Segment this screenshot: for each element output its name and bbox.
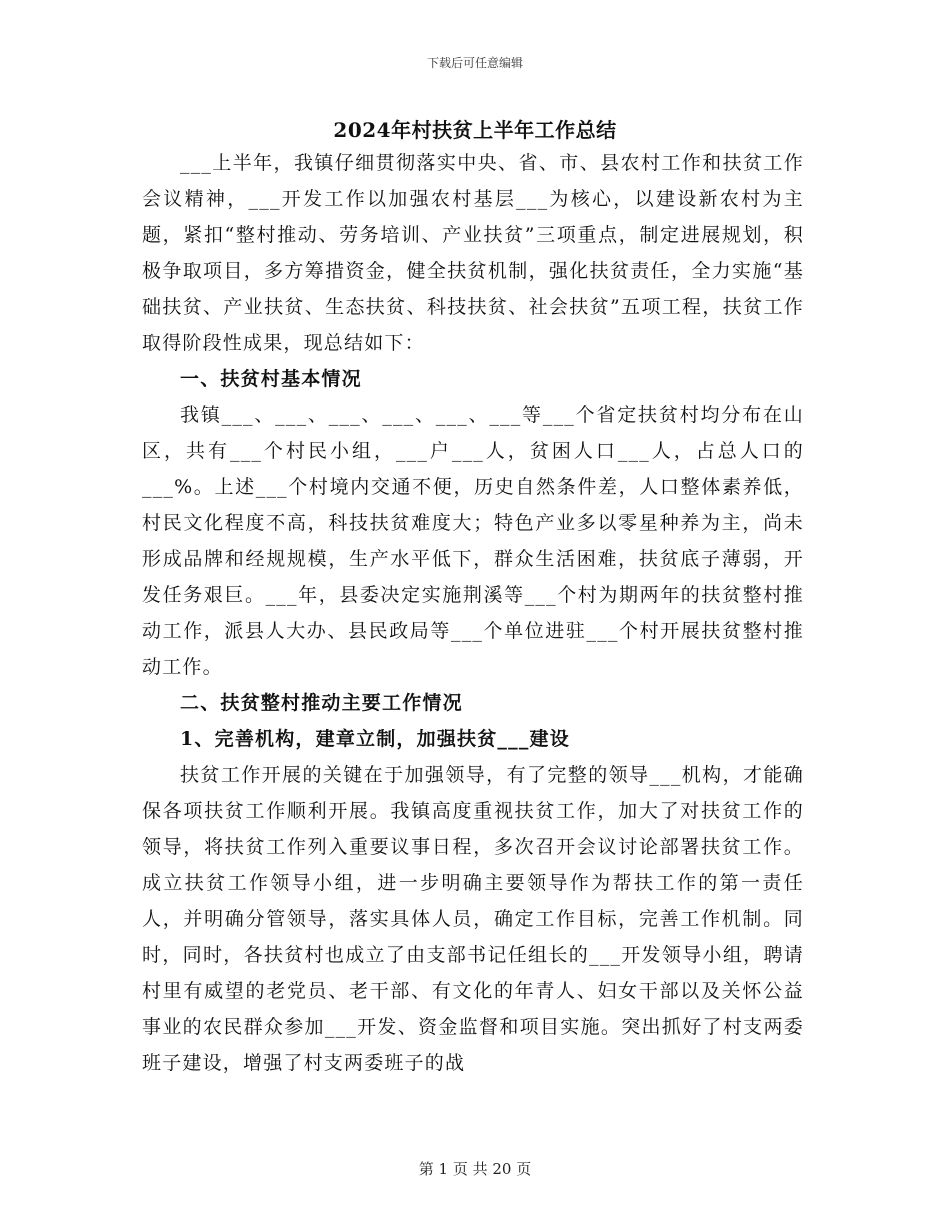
document-title: 2024年村扶贫上半年工作总结 bbox=[333, 118, 617, 142]
subsection-1-heading: 1、完善机构，建章立制，加强扶贫___建设 bbox=[180, 728, 570, 750]
subsection-1-paragraph: 扶贫工作开展的关键在于加强领导，有了完整的领导___机构，才能确保各项扶贫工作顺利开展。我镇高度重视扶贫工作，加大了对扶贫工作的领导，将扶贫工作列入重要议事日程，多次召开会议讨论部署扶贫工作。成立扶贫工作领导小组，进一步明确主要领导作为帮扶工作的第一责任人，并明确分管领导，落实具体人员，确定工作目标，完善工作机制。同时，同时，各扶贫村也成立了由支部书记任组长的___开发领导小组，聘请村里有威望的老党员、老干部、有文化的年青人、妇女干部以及关怀公益事业的农民群众参加___开发、资金监督和项目实施。突出抓好了村支两委班子建设，增强了村支两委班子的战 bbox=[142, 764, 804, 1074]
section-1-heading: 一、扶贫村基本情况 bbox=[180, 368, 362, 390]
section-1-paragraph: 我镇___、___、___、___、___、___等___个省定扶贫村均分布在山区，共有___个村民小组，___户___人，贫困人口___人，占总人口的___%。上述___个村境内交通不便，历史自然条件差，人口整体素养低，村民文化程度不高，科技扶贫难度大；特色产业多以零星种养为主，尚未形成品牌和经规规模，生产水平低下，群众生活困难，扶贫底子薄弱，开发任务艰巨。___年，县委决定实施荆溪等___个村为期两年的扶贫整村推动工作，派县人大办、县民政局等___个单位进驻___个村开展扶贫整村推动工作。 bbox=[142, 404, 804, 678]
section-2-heading: 二、扶贫整村推动主要工作情况 bbox=[180, 692, 463, 714]
document-body bbox=[142, 145, 804, 1081]
intro-paragraph: ___上半年，我镇仔细贯彻落实中央、省、市、县农村工作和扶贫工作会议精神，___开发工作以加强农村基层___为核心，以建设新农村为主题，紧扣“整村推动、劳务培训、产业扶贫”三项重点，制定进展规划，积极争取项目，多方筹措资金，健全扶贫机制，强化扶贫责任，全力实施“基础扶贫、产业扶贫、生态扶贫、科技扶贫、社会扶贫”五项工程，扶贫工作取得阶段性成果，现总结如下： bbox=[142, 152, 804, 354]
page-footer: 第 1 页 共 20 页 bbox=[418, 1160, 532, 1178]
header-note: 下载后可任意编辑 bbox=[426, 56, 523, 70]
